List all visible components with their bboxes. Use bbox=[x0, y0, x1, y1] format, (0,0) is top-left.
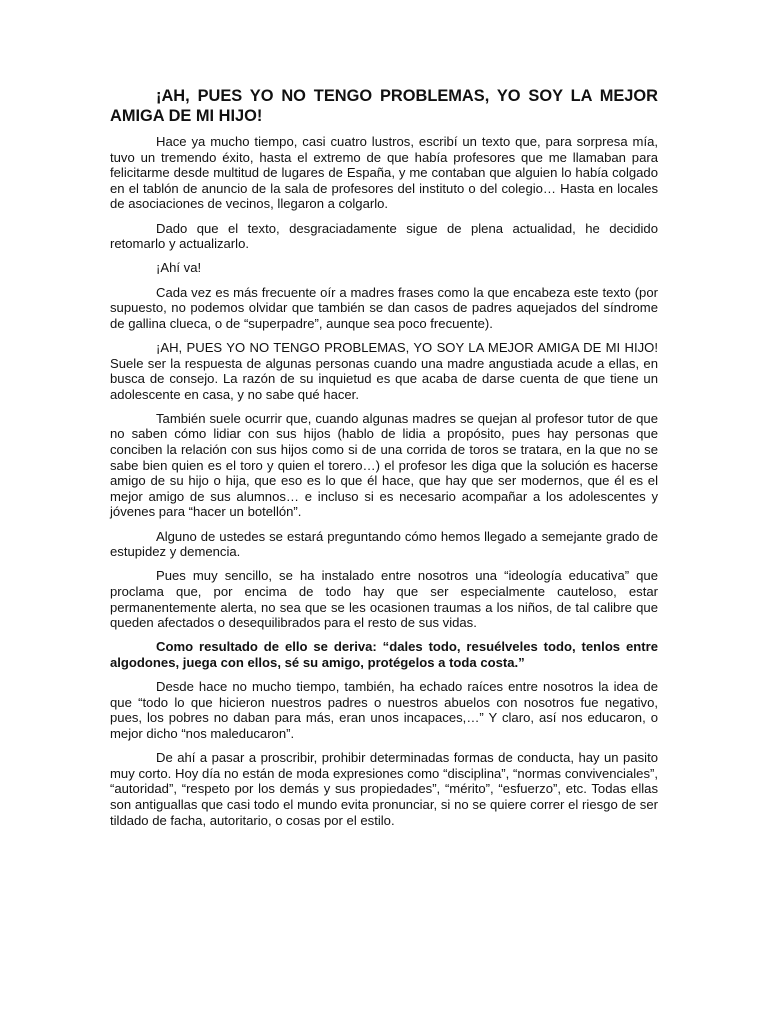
body-paragraph: Dado que el texto, desgraciadamente sigue de plena actualidad, he decidido retomarlo y actualizarlo. bbox=[110, 220, 658, 252]
body-paragraph: ¡Ahí va! bbox=[156, 260, 202, 276]
document-page bbox=[110, 86, 658, 837]
body-paragraph: Pues muy sencillo, se ha instalado entre nosotros una “ideología educativa” que proclama que, por encima de todo hay que ser especialmente cauteloso, estar permanentemente alerta, no sea que se les ocasionen traumas a los niños, de tal calibre que queden afectados o desequilibrados para el resto de sus vidas. bbox=[110, 568, 658, 631]
body-paragraph: ¡AH, PUES YO NO TENGO PROBLEMAS, YO SOY LA MEJOR AMIGA DE MI HIJO! Suele ser la respuesta de algunas personas cuando una madre angustiada acude a ellas, en busca de consejo. La razón de su inquietud es que acaba de darse cuenta de que tiene un adolescente en casa, y no sabe qué hacer. bbox=[110, 339, 658, 402]
body-paragraph: También suele ocurrir que, cuando algunas madres se quejan al profesor tutor de que no saben cómo lidiar con sus hijos (hablo de lidia a propósito, pues hay personas que conciben la relación con sus hijos como si de una corrida de toros se tratara, en la que no se sabe bien quien es el toro y quien el torero…) el profesor les diga que la solución es hacerse amigo de su hijo o hija, que eso es lo que él hace, que hay que ser modernos, que él es el mejor amigo de sus alumnos… e incluso si es necesario acompañar a los adolescentes y jóvenes para “hacer un botellón”. bbox=[110, 410, 658, 520]
body-paragraph: Desde hace no mucho tiempo, también, ha echado raíces entre nosotros la idea de que “todo lo que hicieron nuestros padres o nuestros abuelos con nosotros fue negativo, pues, los pobres no daban para más, eran unos incapaces,…” Y claro, así nos educaron, o mejor dicho “nos maleducaron”. bbox=[110, 679, 658, 741]
body-paragraph: Alguno de ustedes se estará preguntando cómo hemos llegado a semejante grado de estupidez y demencia. bbox=[110, 528, 658, 560]
body-paragraph: De ahí a pasar a proscribir, prohibir determinadas formas de conducta, hay un pasito muy corto. Hoy día no están de moda expresiones como “disciplina”, “normas convivenciales”, “autoridad”, “respeto por los demás y sus propiedades”, “mérito”, “esfuerzo”, etc. Todas ellas son antiguallas que casi todo el mundo evita pronunciar, si no se quiere correr el riesgo de ser tildado de facha, autoritario, o cosas por el estilo. bbox=[110, 750, 658, 828]
document-body bbox=[110, 134, 658, 828]
body-paragraph: Como resultado de ello se deriva: “dales todo, resuélveles todo, tenlos entre algodones, juega con ellos, sé su amigo, protégelos a toda costa.” bbox=[110, 639, 658, 670]
body-paragraph: Hace ya mucho tiempo, casi cuatro lustros, escribí un texto que, para sorpresa mía, tuvo un tremendo éxito, hasta el extremo de que había profesores que me llamaban para felicitarme desde multitud de lugares de España, y me contaban que alguien lo había colgado en el tablón de anuncio de la sala de profesores del instituto o del colegio… Hasta en locales de asociaciones de vecinos, llegaron a colgarlo. bbox=[110, 134, 658, 212]
body-paragraph: Cada vez es más frecuente oír a madres frases como la que encabeza este texto (por supuesto, no podemos olvidar que también se dan casos de padres aquejados del síndrome de gallina clueca, o de “superpadre”, aunque sea poco frecuente). bbox=[110, 284, 658, 331]
document-title: ¡AH, PUES YO NO TENGO PROBLEMAS, YO SOY LA MEJOR AMIGA DE MI HIJO! bbox=[110, 87, 658, 125]
